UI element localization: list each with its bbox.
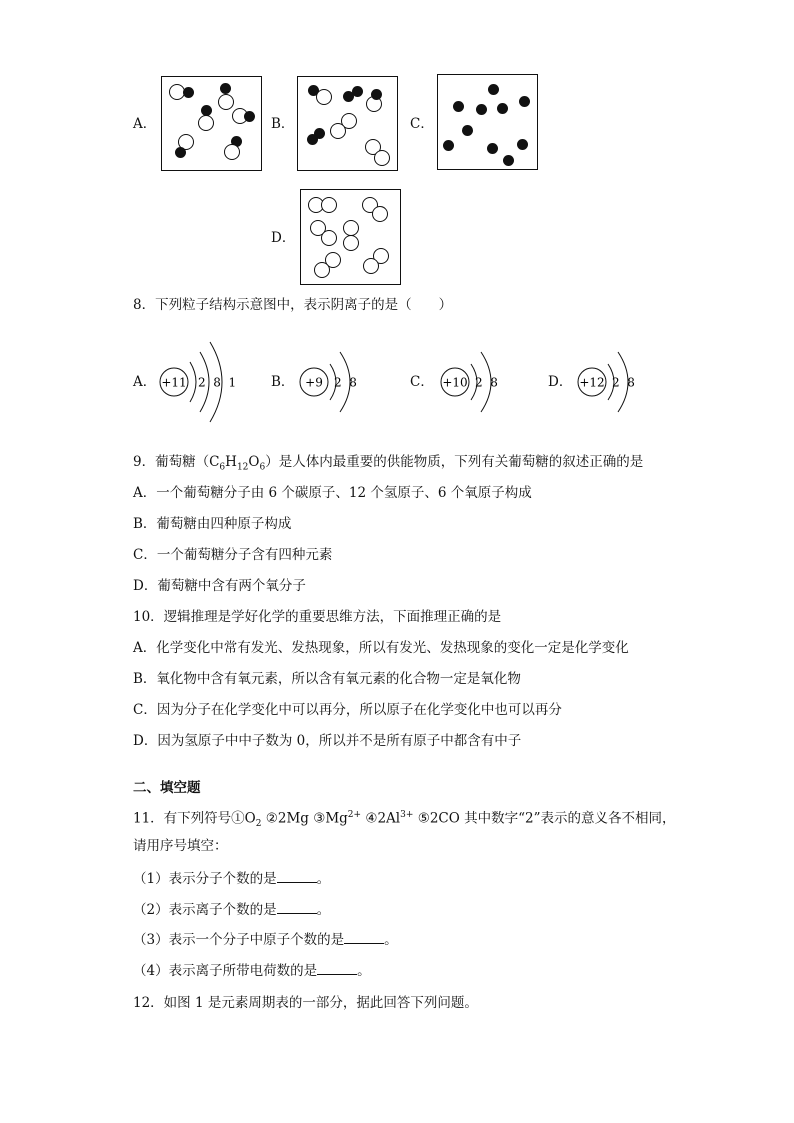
black-atom — [453, 101, 464, 112]
particle-box-d — [300, 189, 401, 285]
q9-option-c: C．一个葡萄糖分子含有四种元素 — [133, 547, 333, 563]
black-atom — [503, 155, 514, 166]
q12-stem: 12．如图 1 是元素周期表的一部分，据此回答下列问题。 — [133, 995, 478, 1011]
atom-structure-d — [574, 344, 644, 420]
black-atom — [220, 83, 231, 94]
answer-blank[interactable] — [344, 931, 384, 944]
black-atom — [519, 96, 530, 107]
white-atom — [198, 115, 214, 131]
answer-blank[interactable] — [317, 962, 357, 975]
electron-shells-b: 2 8 — [334, 375, 357, 390]
black-atom — [175, 147, 186, 158]
q9-option-d: D．葡萄糖中含有两个氧分子 — [133, 578, 306, 594]
q11-item-2: （2）表示离子个数的是 。 — [133, 902, 331, 918]
white-atom — [321, 230, 337, 246]
q9-stem: 9．葡萄糖$(C_6H_{12}O_6)$是人体内最重要的供能物质，下列有关葡萄糖的叙述正确的是 — [133, 454, 644, 473]
q11-stem: 11．有下列符号$①O_2$ ②2Mg $③Mg^{2+}$ $④2Al^{3+}$ ⑤2CO 其中数字“2”表示的意义各不相同， — [133, 810, 676, 830]
atom-structure-a — [156, 334, 256, 430]
white-atom — [218, 94, 234, 110]
q10-option-d: D．因为氢原子中中子数为 0，所以并不是所有原子中都含有中子 — [133, 733, 522, 749]
section-title: 二、填空题 — [133, 780, 201, 796]
white-atom — [224, 144, 240, 160]
white-atom — [343, 220, 359, 236]
option-a-label: A． — [133, 116, 157, 132]
electron-shells-d: 2 8 — [612, 375, 635, 390]
q10-option-c: C．因为分子在化学变化中可以再分，所以原子在化学变化中也可以再分 — [133, 702, 562, 718]
electron-shells-c: 2 8 — [475, 375, 498, 390]
white-atom — [363, 258, 379, 274]
particle-box-a — [161, 76, 262, 171]
particle-box-c — [437, 74, 538, 170]
answer-blank[interactable] — [277, 870, 317, 883]
atom-structure-c — [436, 344, 506, 420]
black-atom — [517, 139, 528, 150]
black-atom — [371, 89, 382, 100]
white-atom — [343, 235, 359, 251]
q9-option-b: B．葡萄糖由四种原子构成 — [133, 516, 292, 532]
q10-option-a: A．化学变化中常有发光、发热现象，所以有发光、发热现象的变化一定是化学变化 — [133, 640, 629, 656]
option-d-label: D． — [271, 230, 296, 246]
black-atom — [497, 103, 508, 114]
answer-blank[interactable] — [277, 901, 317, 914]
white-atom — [316, 89, 332, 105]
q8-option-c-label: C． — [410, 374, 434, 390]
white-atom — [330, 123, 346, 139]
black-atom — [244, 111, 255, 122]
q8-option-d-label: D． — [548, 374, 573, 390]
q11-item-1: （1）表示分子个数的是 。 — [133, 871, 331, 887]
q8-option-b-label: B． — [271, 374, 295, 390]
black-atom — [488, 84, 499, 95]
particle-box-b — [297, 76, 398, 171]
white-atom — [321, 197, 337, 213]
q11-stem-line2: 请用序号填空： — [133, 838, 228, 854]
option-b-label: B． — [271, 116, 295, 132]
white-atom — [372, 206, 388, 222]
black-atom — [343, 91, 354, 102]
black-atom — [183, 87, 194, 98]
black-atom — [443, 140, 454, 151]
q10-stem: 10．逻辑推理是学好化学的重要思维方法，下面推理正确的是 — [133, 609, 502, 625]
q8-option-a-label: A． — [133, 374, 157, 390]
q8-stem: 8．下列粒子结构示意图中，表示阴离子的是（ ） — [133, 297, 453, 313]
nucleus-charge-c: +10 — [442, 375, 468, 390]
black-atom — [307, 134, 318, 145]
black-atom — [487, 143, 498, 154]
white-atom — [314, 262, 330, 278]
nucleus-charge-d: +12 — [579, 375, 605, 390]
q9-option-a: A．一个葡萄糖分子由 6 个碳原子、12 个氢原子、6 个氧原子构成 — [133, 485, 532, 501]
black-atom — [476, 104, 487, 115]
nucleus-charge-a: +11 — [161, 375, 187, 390]
nucleus-charge-b: +9 — [305, 375, 323, 390]
q11-item-4: （4）表示离子所带电荷数的是 。 — [133, 963, 371, 979]
q10-option-b: B．氧化物中含有氧元素，所以含有氧元素的化合物一定是氧化物 — [133, 671, 521, 687]
black-atom — [462, 125, 473, 136]
white-atom — [374, 150, 390, 166]
option-c-label: C． — [410, 116, 434, 132]
electron-shells-a: 2 8 1 — [198, 375, 237, 390]
q11-item-3: （3）表示一个分子中原子个数的是 。 — [133, 932, 398, 948]
atom-structure-b — [296, 344, 366, 420]
